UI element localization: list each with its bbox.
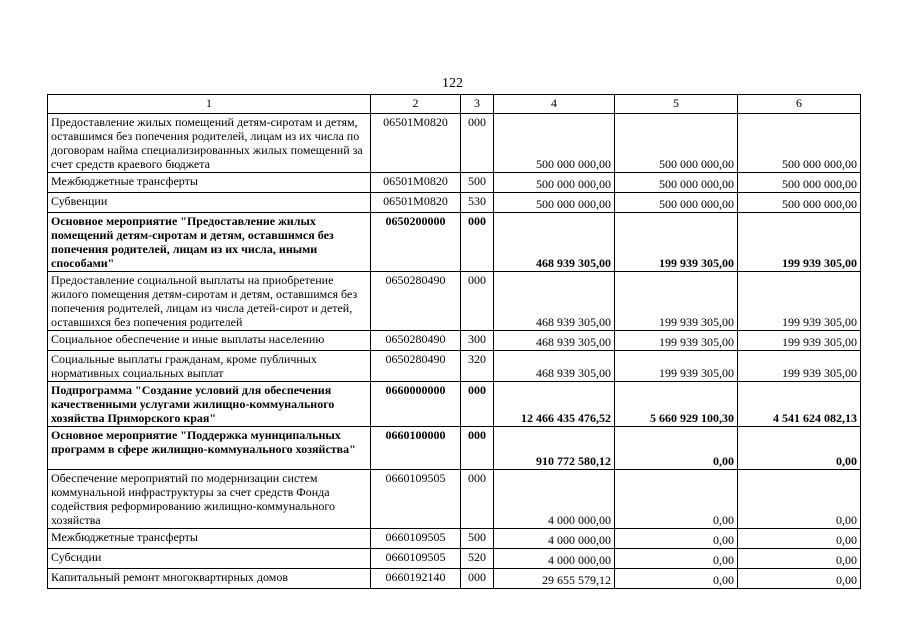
table-row	[48, 331, 861, 351]
row-value-2024-cell: 0,00	[615, 427, 738, 470]
page-number: 122	[442, 76, 463, 91]
row-code-cell: 0660192140	[371, 569, 461, 589]
header-cell: 4	[494, 95, 615, 114]
row-value-2023-cell: 4 000 000,00	[494, 470, 615, 529]
row-value-2025-cell: 0,00	[738, 529, 861, 549]
row-name-cell: Субсидии	[48, 549, 371, 569]
row-type-cell: 000	[461, 427, 494, 470]
row-value-2023-cell: 500 000 000,00	[494, 173, 615, 193]
row-value-2025-cell: 199 939 305,00	[738, 213, 861, 272]
table-row	[48, 193, 861, 213]
row-name-cell: Межбюджетные трансферты	[48, 173, 371, 193]
row-code-cell: 0650280490	[371, 272, 461, 331]
row-value-2024-cell: 500 000 000,00	[615, 193, 738, 213]
header-cell: 2	[371, 95, 461, 114]
row-value-2024-cell: 199 939 305,00	[615, 272, 738, 331]
table-row	[48, 351, 861, 382]
row-value-2023-cell: 500 000 000,00	[494, 193, 615, 213]
row-name-cell: Предоставление жилых помещений детям-сиротам и детям, оставшимся без попечения родителей, лицам из их числа по договорам найма специализированных жилых помещений за счет средств краевого бюджета	[48, 114, 371, 173]
row-value-2024-cell: 199 939 305,00	[615, 213, 738, 272]
row-code-cell: 0660109505	[371, 549, 461, 569]
row-name-cell: Обеспечение мероприятий по модернизации систем коммунальной инфраструктуры за счет средств Фонда содействия реформированию жилищно-коммунального хозяйства	[48, 470, 371, 529]
table-row	[48, 427, 861, 470]
row-code-cell: 0660109505	[371, 529, 461, 549]
row-name-cell: Капитальный ремонт многоквартирных домов	[48, 569, 371, 589]
row-value-2023-cell: 4 000 000,00	[494, 549, 615, 569]
row-type-cell: 530	[461, 193, 494, 213]
row-value-2024-cell: 500 000 000,00	[615, 173, 738, 193]
row-name-cell: Предоставление социальной выплаты на приобретение жилого помещения детям-сиротам и детям, оставшимся без попечения родителей, лицам из числа детей-сирот и детей, оставшихся без попечения родителей	[48, 272, 371, 331]
row-name-cell: Межбюджетные трансферты	[48, 529, 371, 549]
row-value-2024-cell: 0,00	[615, 470, 738, 529]
table-row	[48, 382, 861, 427]
row-code-cell: 06501M0820	[371, 193, 461, 213]
table-row	[48, 272, 861, 331]
row-value-2025-cell: 0,00	[738, 549, 861, 569]
table-row	[48, 529, 861, 549]
row-code-cell: 06501M0820	[371, 114, 461, 173]
header-row	[48, 95, 861, 114]
row-name-cell: Социальные выплаты гражданам, кроме публичных нормативных социальных выплат	[48, 351, 371, 382]
row-value-2024-cell: 0,00	[615, 549, 738, 569]
row-code-cell: 0660100000	[371, 427, 461, 470]
row-type-cell: 000	[461, 470, 494, 529]
row-value-2025-cell: 0,00	[738, 427, 861, 470]
row-value-2023-cell: 500 000 000,00	[494, 114, 615, 173]
row-value-2025-cell: 0,00	[738, 569, 861, 589]
row-value-2023-cell: 29 655 579,12	[494, 569, 615, 589]
row-type-cell: 500	[461, 173, 494, 193]
row-value-2025-cell: 199 939 305,00	[738, 272, 861, 331]
header-cell: 1	[48, 95, 371, 114]
row-value-2023-cell: 12 466 435 476,52	[494, 382, 615, 427]
row-value-2025-cell: 500 000 000,00	[738, 173, 861, 193]
row-type-cell: 500	[461, 529, 494, 549]
table-row	[48, 549, 861, 569]
row-name-cell: Основное мероприятие "Предоставление жилых помещений детям-сиротам и детям, оставшимся без попечения родителей, лицам из их числа, иными способами"	[48, 213, 371, 272]
row-value-2023-cell: 910 772 580,12	[494, 427, 615, 470]
row-type-cell: 000	[461, 569, 494, 589]
row-type-cell: 000	[461, 382, 494, 427]
row-type-cell: 300	[461, 331, 494, 351]
table-row	[48, 569, 861, 589]
row-value-2025-cell: 0,00	[738, 470, 861, 529]
row-name-cell: Социальное обеспечение и иные выплаты населению	[48, 331, 371, 351]
row-value-2024-cell: 0,00	[615, 569, 738, 589]
row-value-2023-cell: 4 000 000,00	[494, 529, 615, 549]
row-type-cell: 000	[461, 213, 494, 272]
row-code-cell: 0650280490	[371, 351, 461, 382]
row-value-2024-cell: 500 000 000,00	[615, 114, 738, 173]
row-code-cell: 0650200000	[371, 213, 461, 272]
row-code-cell: 06501M0820	[371, 173, 461, 193]
table-row	[48, 114, 861, 173]
row-value-2023-cell: 468 939 305,00	[494, 351, 615, 382]
row-value-2024-cell: 199 939 305,00	[615, 351, 738, 382]
row-type-cell: 000	[461, 272, 494, 331]
row-value-2025-cell: 199 939 305,00	[738, 351, 861, 382]
row-type-cell: 520	[461, 549, 494, 569]
row-type-cell: 320	[461, 351, 494, 382]
row-name-cell: Субвенции	[48, 193, 371, 213]
row-value-2025-cell: 500 000 000,00	[738, 114, 861, 173]
row-name-cell: Подпрограмма "Создание условий для обеспечения качественными услугами жилищно-коммунального хозяйства Приморского края"	[48, 382, 371, 427]
row-code-cell: 0660000000	[371, 382, 461, 427]
budget-table	[47, 94, 861, 589]
header-cell: 5	[615, 95, 738, 114]
row-value-2024-cell: 0,00	[615, 529, 738, 549]
row-value-2023-cell: 468 939 305,00	[494, 213, 615, 272]
row-type-cell: 000	[461, 114, 494, 173]
row-value-2025-cell: 199 939 305,00	[738, 331, 861, 351]
row-value-2024-cell: 199 939 305,00	[615, 331, 738, 351]
row-value-2025-cell: 500 000 000,00	[738, 193, 861, 213]
row-value-2025-cell: 4 541 624 082,13	[738, 382, 861, 427]
table-row	[48, 173, 861, 193]
row-name-cell: Основное мероприятие "Поддержка муниципальных программ в сфере жилищно-коммунального хозяйства"	[48, 427, 371, 470]
header-cell: 3	[461, 95, 494, 114]
row-code-cell: 0650280490	[371, 331, 461, 351]
header-cell: 6	[738, 95, 861, 114]
row-value-2023-cell: 468 939 305,00	[494, 331, 615, 351]
table-row	[48, 213, 861, 272]
row-value-2024-cell: 5 660 929 100,30	[615, 382, 738, 427]
row-code-cell: 0660109505	[371, 470, 461, 529]
row-value-2023-cell: 468 939 305,00	[494, 272, 615, 331]
table-row	[48, 470, 861, 529]
